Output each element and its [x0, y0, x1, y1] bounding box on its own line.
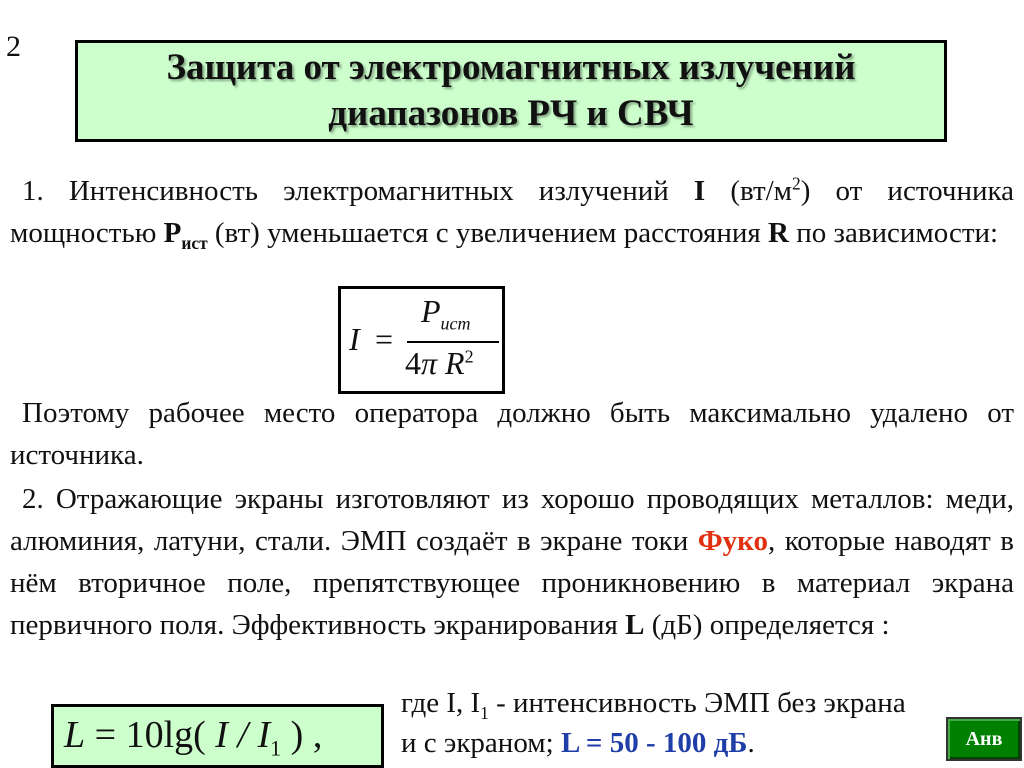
formula-denominator: 4π $R^2$ [405, 345, 474, 381]
p1-text-2: (вт/м [730, 175, 793, 207]
p1-sup: 2 [792, 173, 801, 194]
title-line-1: Защита от электромагнитных излучений [166, 47, 856, 88]
shielding-value: L = 50 - 100 дБ [560, 727, 748, 759]
p2-text: Поэтому рабочее место оператора должно быть максимально удалено от источника. [10, 397, 1014, 471]
p3-text-3: (дБ) определяется : [651, 609, 890, 641]
p3-text-1: 2. Отражающие экраны изготовляют из хорошо проводящих металлов: меди, алюминия, латуни, стали. ЭМП создаёт в экране токи [10, 483, 1014, 557]
p3-text-2: , которые наводят в нём вторичное поле, препятствующее проникновению в материал экрана первичного поля. Эффективность экранирования [10, 525, 1015, 641]
title-line-2: диапазонов РЧ и СВЧ [328, 93, 694, 134]
where-text-2: - интенсивность ЭМП без экрана [496, 687, 906, 719]
p3-L-symbol: L [625, 609, 645, 641]
p1-power-symbol: Р [163, 217, 182, 249]
p1-text-4: (вт) уменьшается с увеличением расстояния [214, 217, 761, 249]
fraction-bar [407, 341, 499, 343]
p1-text-1: 1. Интенсивность электромагнитных излучений [22, 175, 669, 207]
p1-intensity-symbol: I [693, 175, 706, 207]
paragraph-3 [10, 478, 1014, 646]
where-note: где I, $I_1$ - интенсивность ЭМП без экрана и с экраном; L = 50 - 100 дБ. [401, 687, 906, 759]
title-box [75, 40, 947, 142]
p1-text-5: по зависимости: [796, 217, 999, 249]
where-text-3: и с экраном; [401, 727, 554, 759]
where-text-1: где I, I [401, 687, 481, 719]
p1-distance-symbol: R [768, 217, 789, 249]
slide-number: 2 [6, 30, 21, 63]
shielding-formula: L = 10lg( I / $I_1$ ) , [51, 704, 384, 768]
paragraph-2 [10, 392, 1014, 476]
formula-lhs: I [349, 321, 360, 357]
formula-numerator: $P_{ист}$ [421, 293, 471, 334]
intensity-formula [338, 286, 505, 394]
formula-equals: = [375, 321, 394, 357]
p1-text-3: ) от источника мощностью [10, 175, 1015, 249]
paragraph-1 [10, 170, 1014, 254]
p1-power-sub: ист [181, 232, 208, 253]
nav-button[interactable]: Анв [946, 717, 1022, 761]
foucault-term: Фуко [697, 525, 768, 557]
